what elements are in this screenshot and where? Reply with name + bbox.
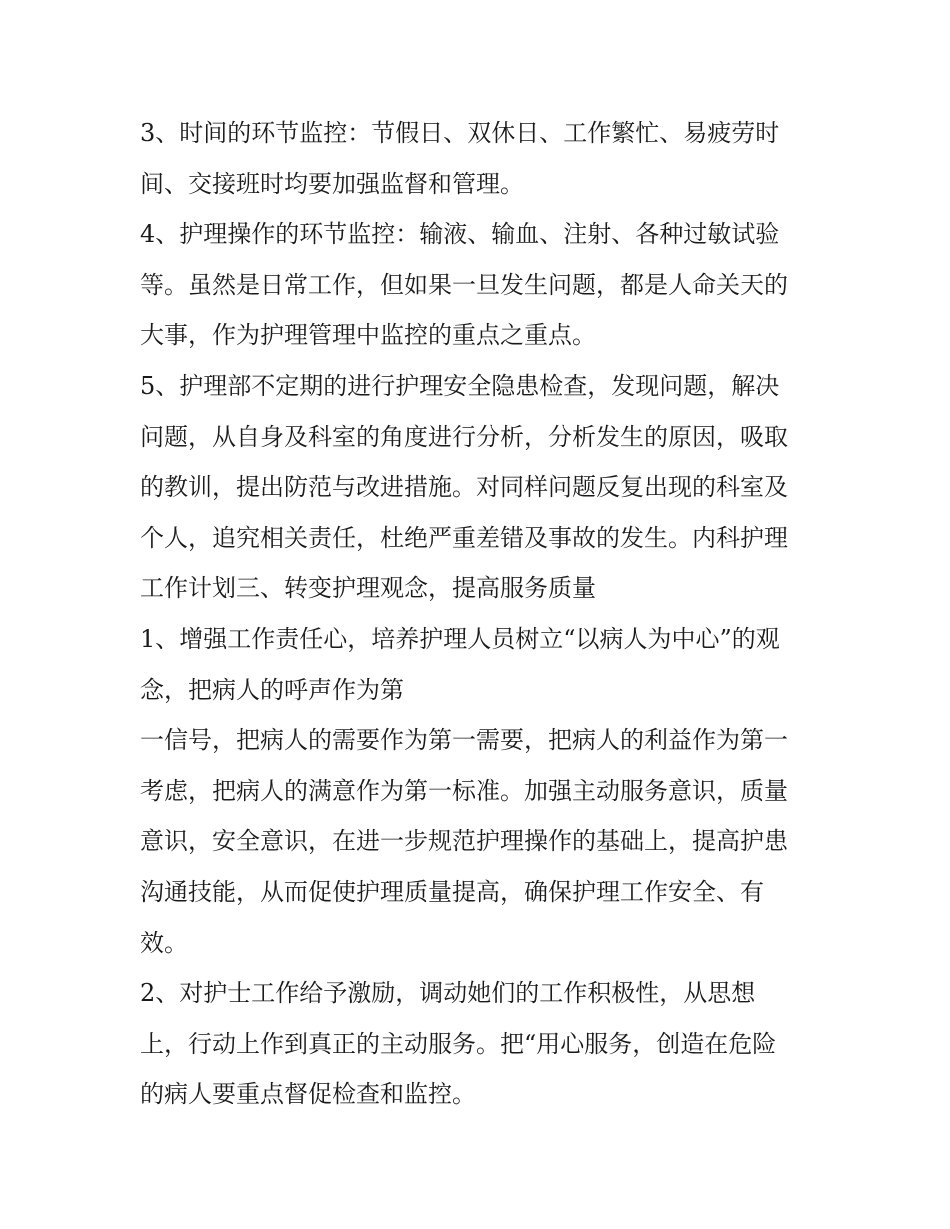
text-line: 1、增强工作责任心，培养护理人员树立“以病人为中心”的观 [140,624,780,653]
text-line: 的病人要重点督促检查和监控。 [140,1080,476,1109]
text-line: 大事，作为护理管理中监控的重点之重点。 [140,321,596,350]
text-line: 2、对护士工作给予激励，调动她们的工作积极性，从思想 [140,979,756,1008]
text-line: 效。 [140,928,188,957]
text-line: 念，把病人的呼声作为第 [140,675,404,704]
body-text [140,108,820,1120]
text-line: 5、护理部不定期的进行护理安全隐患检查，发现问题，解决 [140,371,780,400]
text-line: 工作计划三、转变护理观念，提高服务质量 [140,574,596,603]
text-line: 的教训，提出防范与改进措施。对同样问题反复出现的科室及 [140,473,788,502]
text-line: 等。虽然是日常工作，但如果一旦发生问题，都是人命关天的 [140,270,788,299]
text-line: 考虑，把病人的满意作为第一标准。加强主动服务意识，质量 [140,776,788,805]
text-line: 4、护理操作的环节监控：输液、输血、注射、各种过敏试验 [140,220,780,249]
text-line: 沟通技能，从而促使护理质量提高，确保护理工作安全、有 [140,877,764,906]
text-line: 3、时间的环节监控：节假日、双休日、工作繁忙、易疲劳时 [140,119,780,147]
text-line: 上，行动上作到真正的主动服务。把“用心服务，创造在危险 [140,1029,777,1058]
text-line: 意识，安全意识，在进一步规范护理操作的基础上，提高护患 [140,827,788,856]
text-line: 问题，从自身及科室的角度进行分析，分析发生的原因，吸取 [140,422,788,451]
text-line: 一信号，把病人的需要作为第一需要，把病人的利益作为第一 [140,726,788,755]
text-line: 间、交接班时均要加强监督和管理。 [140,169,524,198]
text-line: 个人，追究相关责任，杜绝严重差错及事故的发生。内科护理 [140,523,788,552]
